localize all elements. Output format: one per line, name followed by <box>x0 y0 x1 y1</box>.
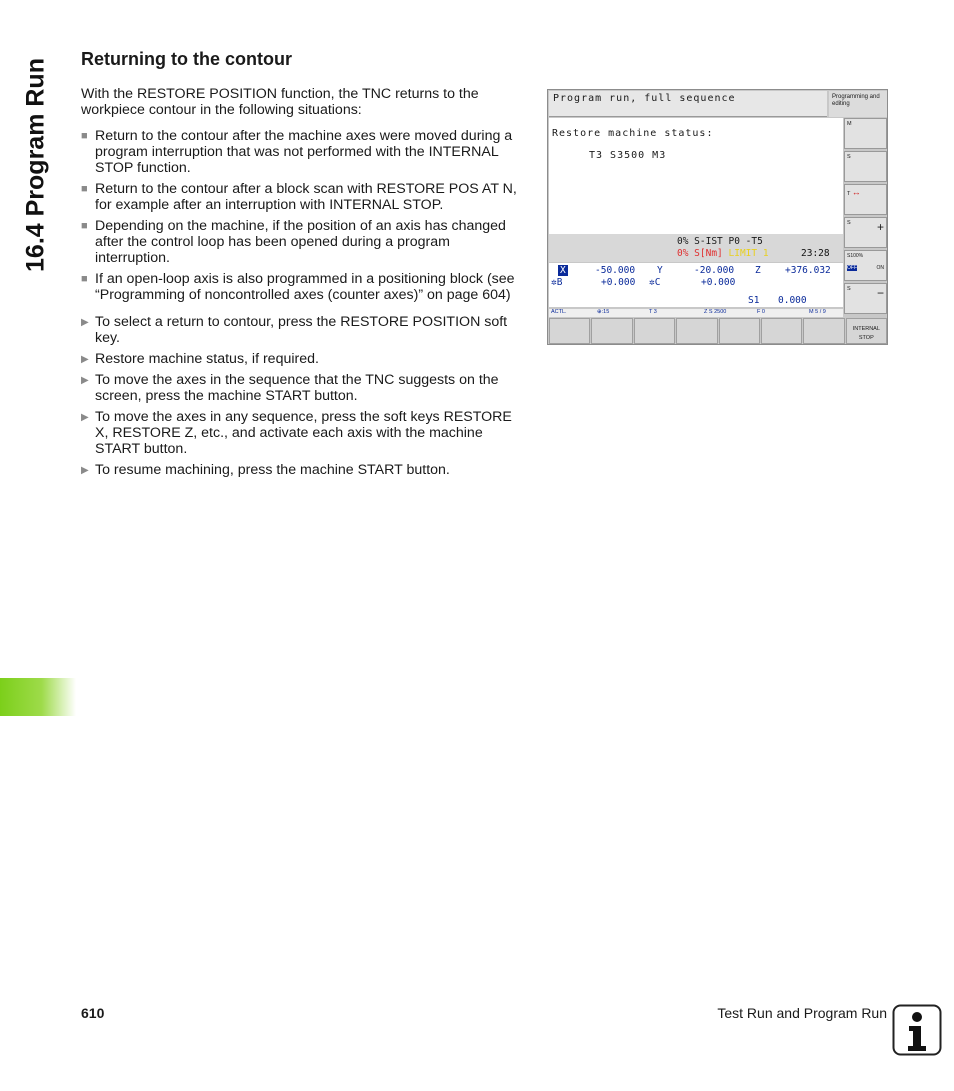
screen-main-window <box>549 118 843 234</box>
screen-programming-mode: Programming and editing <box>829 91 887 117</box>
step-item: ▶ To move the axes in the sequence that the TNC suggests on the screen, press the machine START button. <box>81 372 499 404</box>
step-item: ▶ To resume machining, press the machine START button. <box>81 462 450 478</box>
triangle-arrow-icon: ▶ <box>81 465 89 476</box>
intro-paragraph: With the RESTORE POSITION function, the TNC returns to the workpiece contour in the following situations: <box>81 86 479 118</box>
section-heading: Returning to the contour <box>81 49 292 69</box>
square-bullet-icon: ■ <box>81 220 88 232</box>
triangle-arrow-icon: ▶ <box>81 317 89 328</box>
screen-softkey-internal-stop: INTERNAL STOP <box>846 318 887 344</box>
screen-position-display: X -50.000 Y -20.000 Z +376.032 ✲B +0.000 ✲C +0.000 S1 0.000 <box>549 263 843 307</box>
screen-status-line-b: 0% S[Nm] LIMIT 1 <box>677 248 769 259</box>
screen-softkey-minus: S − <box>844 283 887 314</box>
chapter-side-title-text: 16.4 Program Run <box>21 58 50 272</box>
screen-clock: 23:28 <box>801 248 830 259</box>
situation-item: ■ Depending on the machine, if the position of an axis has changed after the control loop has been opened during a program interruption. <box>81 218 506 266</box>
step-item: ▶ To move the axes in any sequence, press the soft keys RESTORE X, RESTORE Z, etc., and activate each axis with the machine START button. <box>81 409 512 457</box>
screen-softkey-s: S <box>844 151 887 182</box>
situation-item: ■ If an open-loop axis is also programmed in a positioning block (see “Programming of noncontrolled axes (counter axes)” on page 604) <box>81 271 515 303</box>
step-item: ▶ Restore machine status, if required. <box>81 351 319 367</box>
situation-item: ■ Return to the contour after the machine axes were moved during a program interruption that was not performed with the INTERNAL STOP function. <box>81 128 513 176</box>
square-bullet-icon: ■ <box>81 130 88 142</box>
step-item: ▶ To select a return to contour, press the RESTORE POSITION soft key. <box>81 314 508 346</box>
footer-section-title: Test Run and Program Run <box>717 1005 887 1021</box>
screen-softkey-t: T ↔ <box>844 184 887 215</box>
screen-softkey-override: S100% OFF ON <box>844 250 887 281</box>
screen-bottom-softkeys <box>549 318 887 344</box>
page-number: 610 <box>81 1005 105 1021</box>
screen-restore-values: T3 S3500 M3 <box>589 150 667 161</box>
body-text <box>81 86 526 483</box>
screen-restore-label: Restore machine status: <box>552 128 714 139</box>
square-bullet-icon: ■ <box>81 183 88 195</box>
triangle-arrow-icon: ▶ <box>81 375 89 386</box>
triangle-arrow-icon: ▶ <box>81 412 89 423</box>
screen-side-softkeys <box>844 118 887 316</box>
screen-softkey-plus: S + <box>844 217 887 248</box>
chapter-color-tab <box>0 678 76 716</box>
screen-status-line-a: 0% S-IST P0 -T5 <box>677 236 763 247</box>
triangle-arrow-icon: ▶ <box>81 354 89 365</box>
info-icon <box>892 1004 942 1056</box>
situation-item: ■ Return to the contour after a block scan with RESTORE POS AT N, for example after an interruption with INTERNAL STOP. <box>81 181 517 213</box>
screen-status-bar <box>549 234 843 262</box>
screen-mode-header: Program run, full sequence <box>549 91 827 117</box>
tnc-screen-image <box>547 89 888 345</box>
chapter-side-title <box>16 55 56 275</box>
square-bullet-icon: ■ <box>81 273 88 285</box>
screen-axes-bar: ACTL. ⊕:15 T 3 Z S 2500 F 0 M 5 / 9 <box>549 309 843 317</box>
screen-softkey-m: M <box>844 118 887 149</box>
